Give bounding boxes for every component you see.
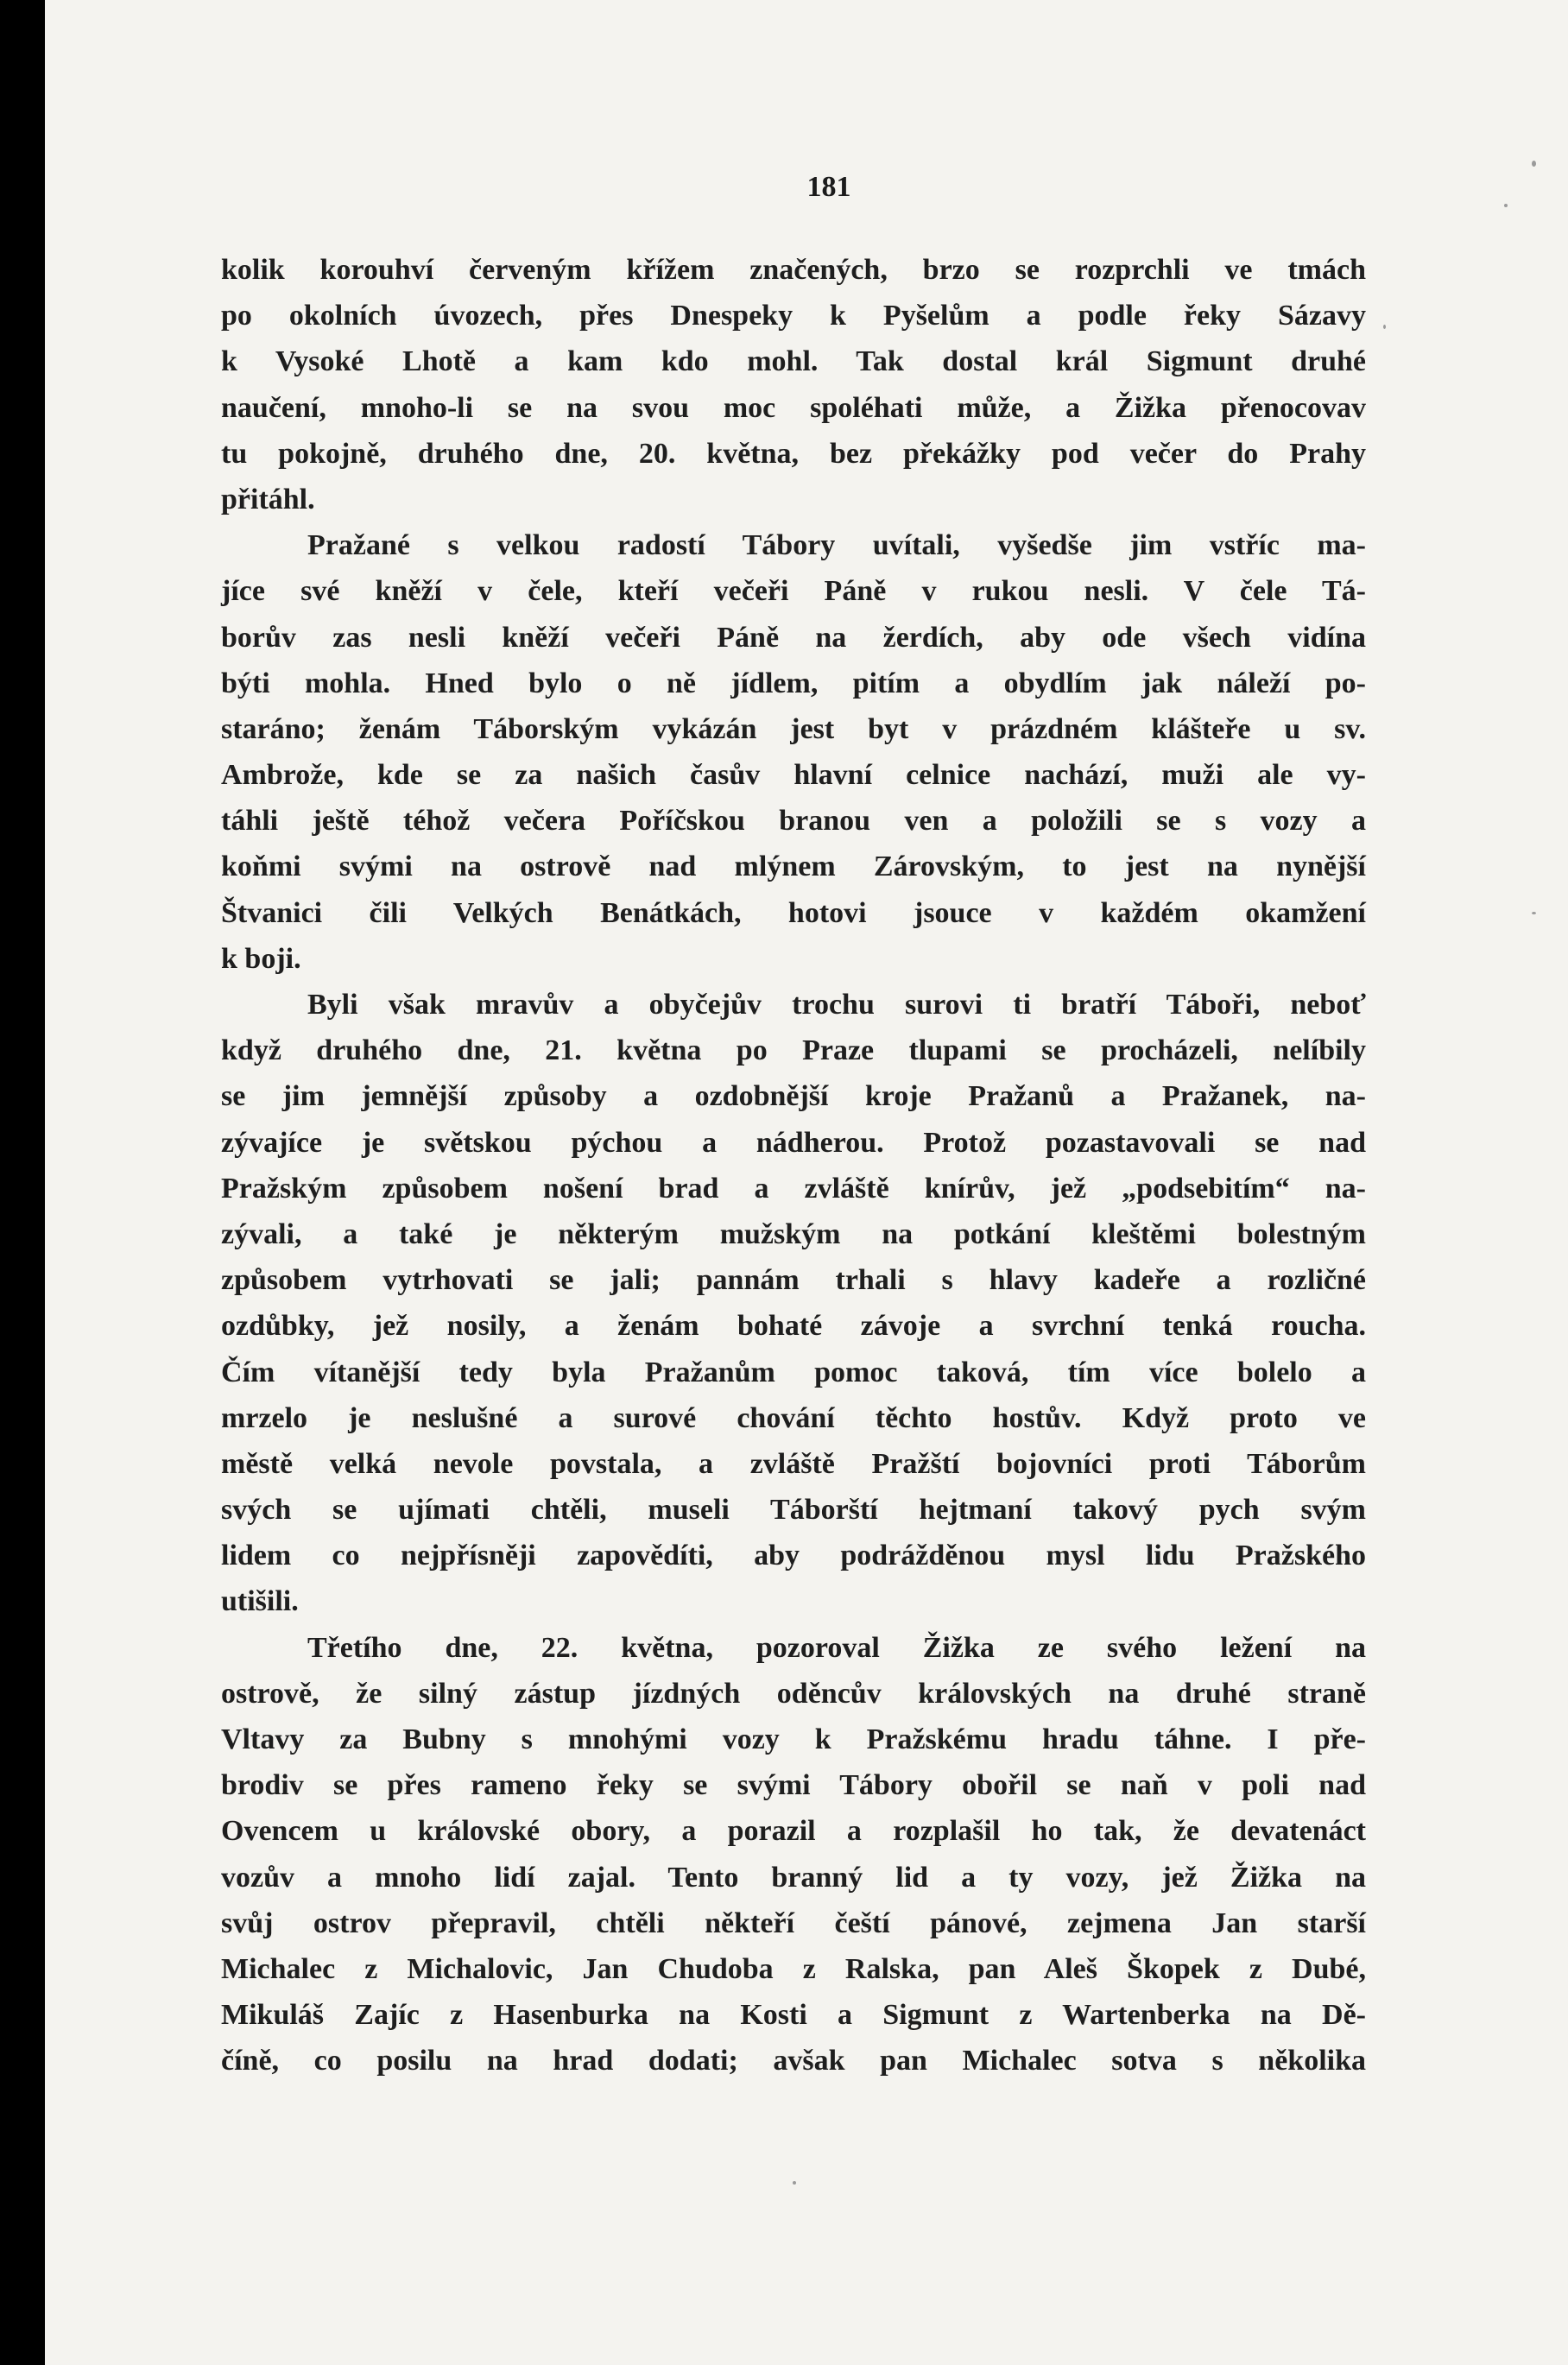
text-line: brodiv se přes rameno řeky se svými Tábory obořil se naň v poli nad (221, 1769, 1366, 1802)
text-line: Mikuláš Zajíc z Hasenburka na Kosti a Sigmunt z Wartenberka na Dě- (221, 1999, 1366, 2032)
scan-speck (1504, 204, 1508, 207)
text-line: se jim jemnější způsoby a ozdobnější kroje Pražanů a Pražanek, na- (221, 1080, 1366, 1113)
text-line: Štvanici čili Velkých Benátkách, hotovi jsouce v každém okamžení (221, 896, 1366, 929)
text-line: městě velká nevole povstala, a zvláště Pražští bojovníci proti Táborům (221, 1447, 1366, 1480)
text-line: Pražané s velkou radostí Tábory uvítali, vyšedše jim vstříc ma- (307, 529, 1366, 562)
book-page (45, 0, 1568, 2365)
text-line: Byli však mravův a obyčejův trochu surovi ti bratří Táboři, neboť (307, 989, 1366, 1021)
text-line: ostrově, že silný zástup jízdných oděncův královských na druhé straně (221, 1677, 1366, 1710)
text-line: mrzelo je neslušné a surové chování těchto hostův. Když proto ve (221, 1401, 1366, 1434)
text-line: způsobem vytrhovati se jali; pannám trhali s hlavy kadeře a rozličné (221, 1264, 1366, 1297)
text-line: naučení, mnoho-li se na svou moc spoléhati může, a Žižka přenocovav (221, 391, 1366, 424)
text-line: lidem co nejpřísněji zapovědíti, aby podrážděnou mysl lidu Pražského (221, 1540, 1366, 1572)
text-line: zývajíce je světskou pýchou a nádherou. Protož pozastavovali se nad (221, 1126, 1366, 1159)
text-line: zývali, a také je některým mužským na potkání kleštěmi bolestným (221, 1217, 1366, 1250)
text-line: Třetího dne, 22. května, pozoroval Žižka ze svého ležení na (307, 1631, 1366, 1664)
text-line: ozdůbky, jež nosily, a ženám bohaté závoje a svrchní tenká roucha. (221, 1310, 1366, 1343)
text-line: koňmi svými na ostrově nad mlýnem Zárovským, to jest na nynější (221, 851, 1366, 883)
page-number: 181 (806, 171, 851, 203)
text-line: staráno; ženám Táborským vykázán jest byt v prázdném klášteře u sv. (221, 712, 1366, 745)
text-line: utišili. (221, 1585, 299, 1618)
text-line: k Vysoké Lhotě a kam kdo mohl. Tak dostal král Sigmunt druhé (221, 345, 1366, 378)
text-line: přitáhl. (221, 483, 315, 515)
text-line: svých se ujímati chtěli, museli Táborští hejtmaní takový pych svým (221, 1494, 1366, 1527)
text-line: číně, co posilu na hrad dodati; avšak pan Michalec sotva s několika (221, 2045, 1366, 2077)
text-line: Čím vítanější tedy byla Pražanům pomoc taková, tím více bolelo a (221, 1356, 1366, 1388)
text-line: kolik korouhví červeným křížem značených, brzo se rozprchli ve tmách (221, 254, 1366, 286)
text-line: Michalec z Michalovic, Jan Chudoba z Ralska, pan Aleš Škopek z Dubé, (221, 1952, 1366, 1985)
text-line: jíce své kněží v čele, kteří večeři Páně v rukou nesli. V čele Tá- (221, 575, 1366, 608)
text-line: Pražským způsobem nošení brad a zvláště knírův, jež „podsebitím“ na- (221, 1172, 1366, 1205)
text-line: borův zas nesli kněží večeři Páně na žerdích, aby ode všech vidína (221, 621, 1366, 654)
text-line: svůj ostrov přepravil, chtěli někteří čeští pánové, zejmena Jan starší (221, 1907, 1366, 1939)
text-line: táhli ještě téhož večera Poříčskou branou ven a položili se s vozy a (221, 805, 1366, 838)
text-line: k boji. (221, 942, 301, 975)
body-text (221, 247, 1366, 2084)
text-line: Ovencem u královské obory, a porazil a rozplašil ho tak, že devatenáct (221, 1815, 1366, 1848)
text-line: vozův a mnoho lidí zajal. Tento branný lid a ty vozy, jež Žižka na (221, 1861, 1366, 1894)
scan-speck (1532, 912, 1536, 914)
text-line: tu pokojně, druhého dne, 20. května, bez překážky pod večer do Prahy (221, 437, 1366, 470)
scan-speck (1383, 325, 1386, 329)
scan-speck (1532, 161, 1536, 167)
text-line: když druhého dne, 21. května po Praze tlupami se procházeli, nelíbily (221, 1034, 1366, 1067)
text-line: Vltavy za Bubny s mnohými vozy k Pražskému hradu táhne. I pře- (221, 1723, 1366, 1755)
text-line: býti mohla. Hned bylo o ně jídlem, pitím a obydlím jak náleží po- (221, 667, 1366, 699)
text-line: Ambrože, kde se za našich časův hlavní celnice nachází, muži ale vy- (221, 759, 1366, 792)
scan-speck (793, 2181, 796, 2185)
text-line: po okolních úvozech, přes Dnespeky k Pyšelům a podle řeky Sázavy (221, 300, 1366, 332)
